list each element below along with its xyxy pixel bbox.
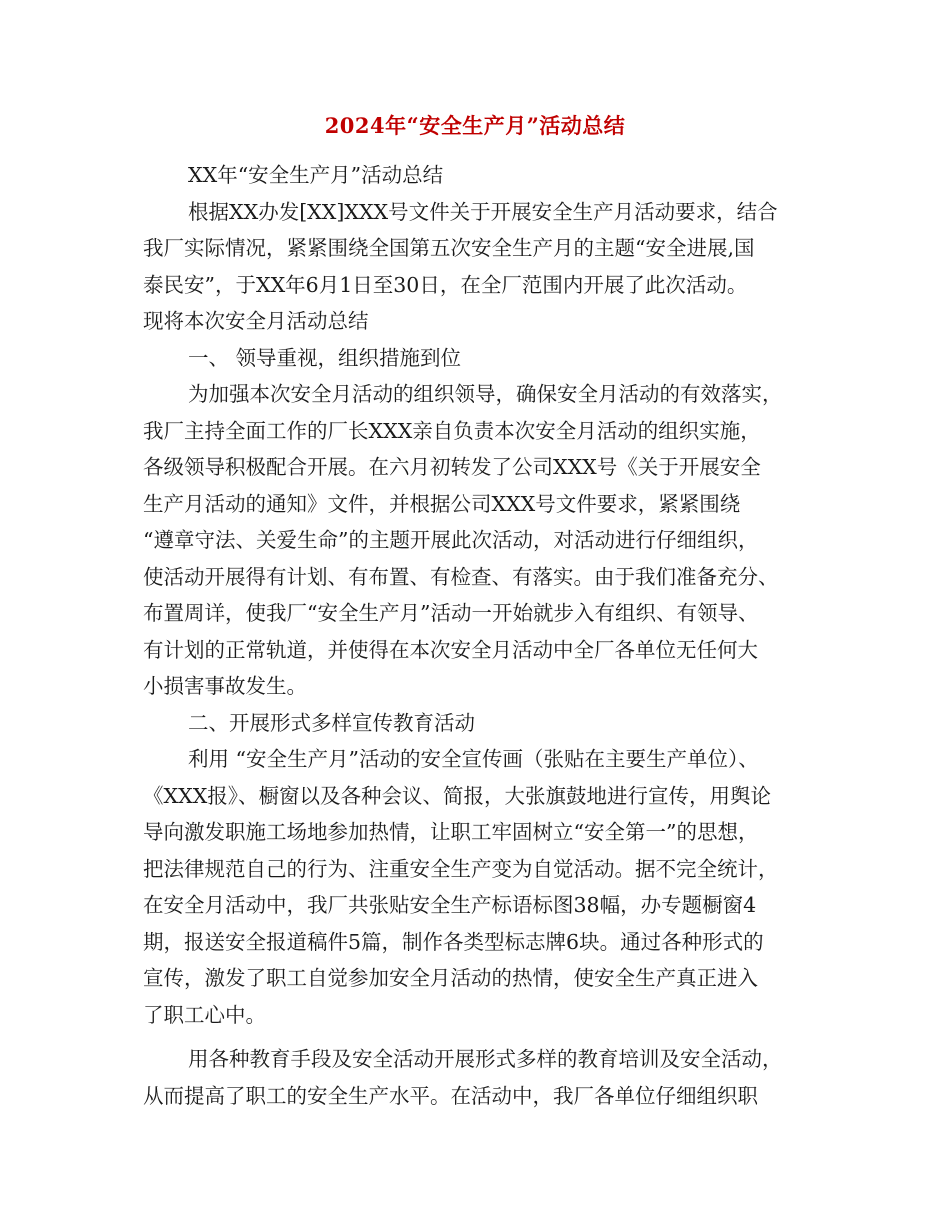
section-heading-1: 一、 领导重视，组织措施到位 (188, 345, 462, 370)
paragraph-gap (143, 1033, 815, 1041)
paragraph-line: 为加强本次安全月活动的组织领导，确保安全月活动的有效落实， (188, 382, 783, 406)
paragraph-line: 导向激发职施工场地参加热情，让职工牢固树立“安全第一”的思想， (143, 820, 759, 844)
paragraph-line: 了职工心中。 (143, 1002, 266, 1027)
paragraph-line: 根据XX办发[XX]XXX号文件关于开展安全生产月活动要求，结合 (188, 199, 778, 224)
paragraph-line: 在安全月活动中，我厂共张贴安全生产标语标图38幅，办专题橱窗4 (143, 893, 757, 917)
document-body (143, 157, 815, 1114)
paragraph-line: 布置周详，使我厂“安全生产月”活动一开始就步入有组织、有领导、 (143, 601, 759, 625)
subtitle-line: XX年“安全生产月”活动总结 (188, 163, 444, 187)
paragraph-line: 期，报送安全报道稿件5篇，制作各类型标志牌6块。通过各种形式的 (143, 929, 764, 954)
paragraph-line: 现将本次安全月活动总结 (143, 309, 369, 333)
paragraph-line: 使活动开展得有计划、有布置、有检查、有落实。由于我们准备充分、 (143, 564, 779, 589)
paragraph-line: 利用 “安全生产月”活动的安全宣传画（张贴在主要生产单位）、 (188, 747, 759, 771)
section-heading-2: 二、开展形式多样宣传教育活动 (188, 710, 475, 735)
paragraph-line: 泰民安”，于XX年6月1日至30日，在全厂范围内开展了此次活动。 (143, 272, 748, 297)
paragraph-line: 有计划的正常轨道，并使得在本次安全月活动中全厂各单位无任何大 (143, 637, 758, 662)
paragraph-line: 各级领导积极配合开展。在六月初转发了公司XXX号《关于开展安全 (143, 455, 761, 479)
paragraph-line: 我厂主持全面工作的厂长XXX亲自负责本次安全月活动的组织实施， (143, 418, 761, 443)
paragraph-line: “遵章守法、关爱生命”的主题开展此次活动，对活动进行仔细组织， (143, 528, 759, 552)
paragraph-line: 小损害事故发生。 (143, 674, 307, 698)
paragraph-line: 《XXX报》、橱窗以及各种会议、简报，大张旗鼓地进行宣传，用舆论 (143, 783, 772, 808)
paragraph-line: 宣传，激发了职工自觉参加安全月活动的热情，使安全生产真正进入 (143, 966, 758, 990)
paragraph-line: 把法律规范自己的行为、注重安全生产变为自觉活动。据不完全统计， (143, 856, 779, 881)
paragraph-line: 我厂实际情况，紧紧围绕全国第五次安全生产月的主题“安全进展,国 (143, 236, 755, 260)
paragraph-line: 从而提高了职工的安全生产水平。在活动中，我厂各单位仔细组织职 (143, 1083, 758, 1108)
paragraph-line: 生产月活动的通知》文件，并根据公司XXX号文件要求，紧紧围绕 (143, 491, 741, 516)
paragraph-line: 用各种教育手段及安全活动开展形式多样的教育培训及安全活动， (188, 1047, 783, 1071)
document-title: 2024年“安全生产月”活动总结 (324, 113, 626, 138)
